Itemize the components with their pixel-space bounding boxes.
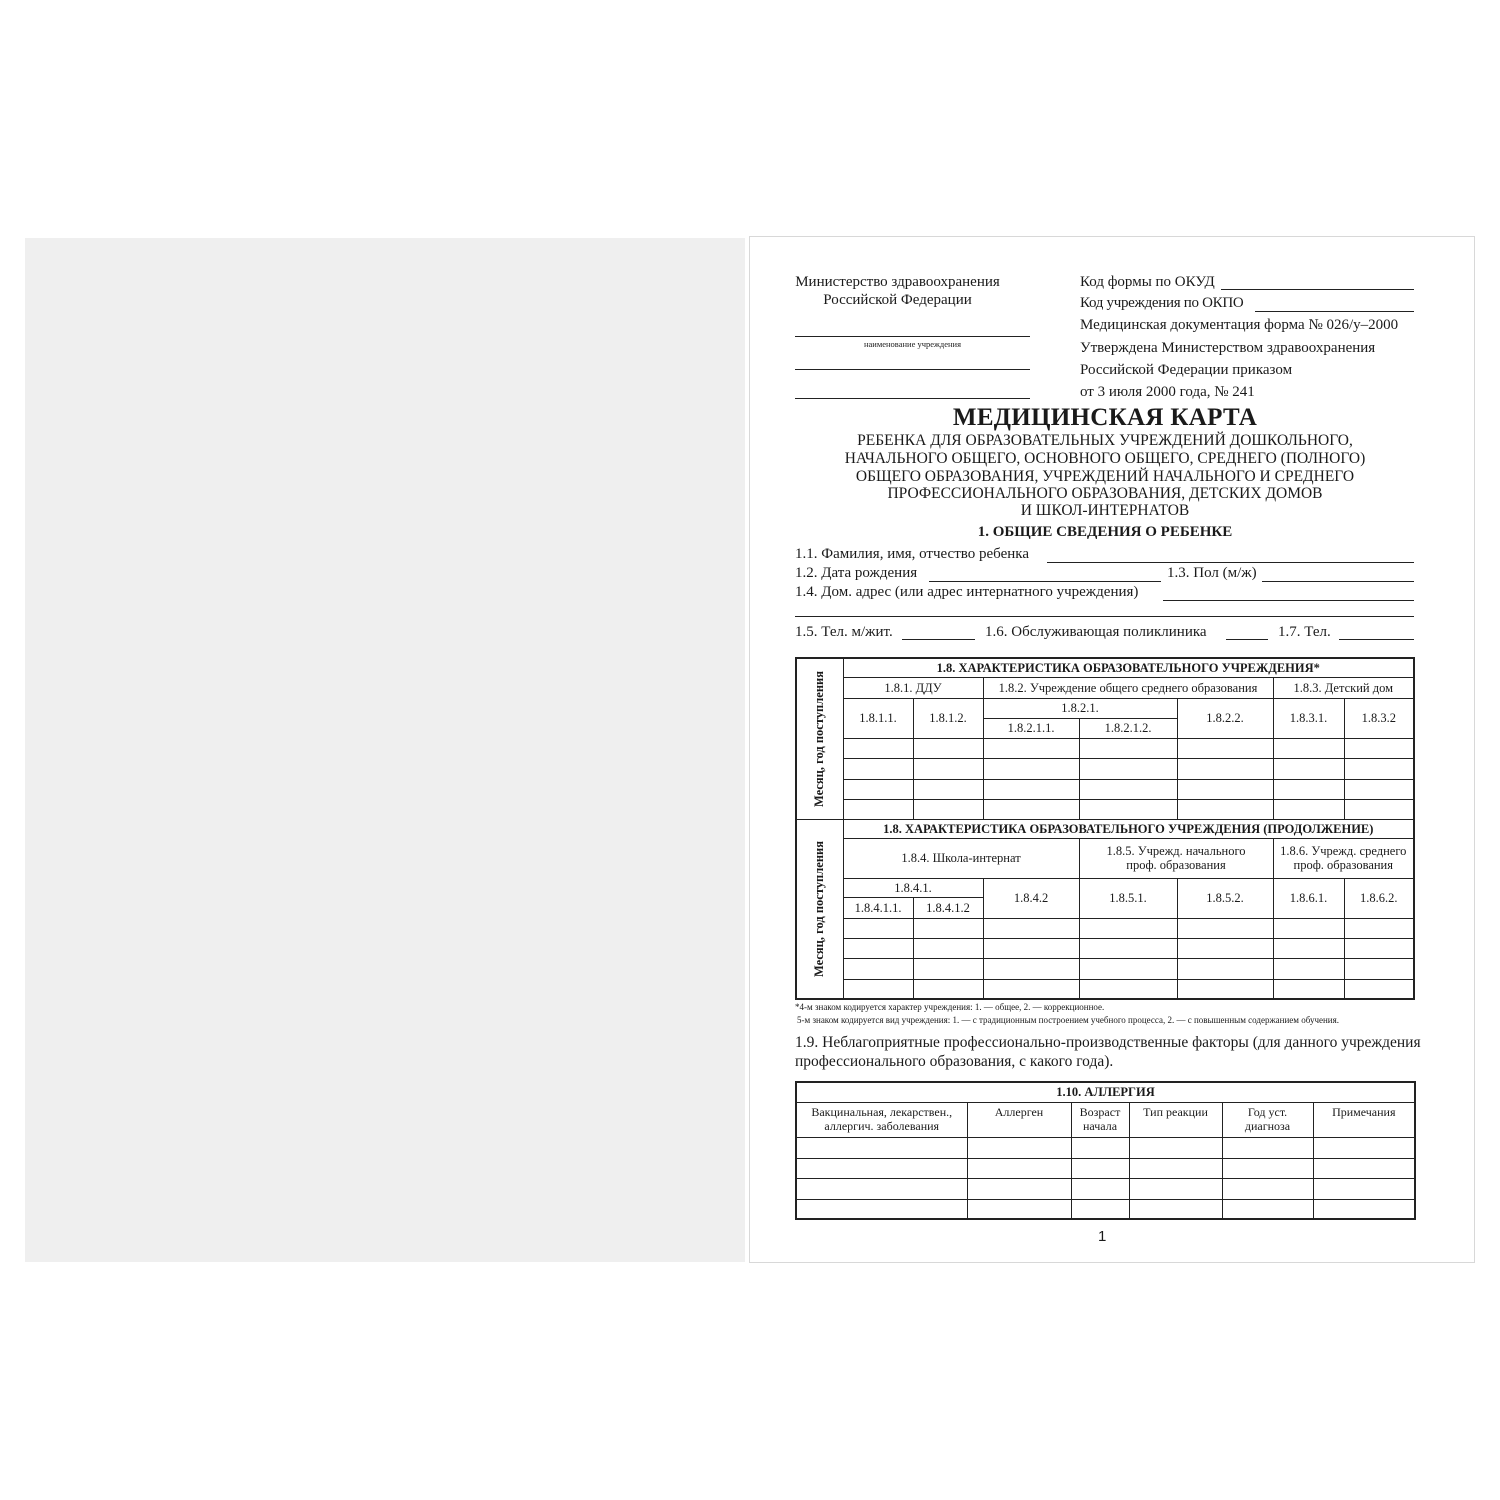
subtitle-1: РЕБЕНКА ДЛЯ ОБРАЗОВАТЕЛЬНЫХ УЧРЕЖДЕНИЙ ДОШКОЛЬНОГО,	[857, 432, 1353, 449]
form-number: Медицинская документация форма № 026/у–2000	[1080, 317, 1399, 333]
cell[interactable]	[843, 758, 913, 779]
field-label-phone2: 1.7. Тел.	[1278, 624, 1331, 640]
cell[interactable]	[1273, 958, 1344, 979]
table-row	[796, 1199, 1415, 1219]
col-1831: 1.8.3.1.	[1273, 698, 1344, 738]
cell[interactable]	[983, 938, 1079, 958]
cell[interactable]	[983, 738, 1079, 758]
cell[interactable]	[983, 979, 1079, 999]
approved-line2: Российской Федерации приказом	[1080, 362, 1293, 378]
table-row	[796, 938, 1414, 958]
cell[interactable]	[796, 1158, 967, 1178]
cell[interactable]	[843, 799, 913, 819]
cell[interactable]	[1129, 1137, 1222, 1158]
cell[interactable]	[1344, 938, 1414, 958]
institution-line-3	[795, 398, 1030, 399]
cell[interactable]	[843, 918, 913, 938]
cell[interactable]	[1344, 779, 1414, 799]
field-phone-input[interactable]	[902, 639, 975, 640]
cell[interactable]	[1177, 738, 1273, 758]
side-label: Месяц, год поступления	[812, 670, 827, 807]
cell[interactable]	[913, 779, 983, 799]
subtitle-3: ОБЩЕГО ОБРАЗОВАНИЯ, УЧРЕЖДЕНИЙ НАЧАЛЬНОГО И СРЕДНЕГО	[855, 468, 1355, 485]
side-label-cell-2	[796, 819, 843, 999]
approved-line3: от 3 июля 2000 года, № 241	[1080, 384, 1255, 400]
field-sex-input[interactable]	[1262, 581, 1414, 582]
cell[interactable]	[1079, 738, 1177, 758]
table-row	[796, 779, 1414, 799]
col-1811: 1.8.1.1.	[843, 698, 913, 738]
cell[interactable]	[1177, 958, 1273, 979]
col-1862: 1.8.6.2.	[1344, 878, 1414, 918]
cell[interactable]	[1079, 758, 1177, 779]
cell[interactable]	[913, 958, 983, 979]
col-group-orphanage: 1.8.3. Детский дом	[1273, 677, 1414, 698]
table-heading: 1.8. ХАРАКТЕРИСТИКА ОБРАЗОВАТЕЛЬНОГО УЧРЕЖДЕНИЯ*	[843, 658, 1414, 677]
field-address-input-2[interactable]	[795, 616, 1414, 617]
cell[interactable]	[983, 779, 1079, 799]
footnote-2: 5-м знаком кодируется вид учреждения: 1. — с традиционным построением учебного процесса, 2. — с повышенным содержанием обучения.	[797, 1015, 1340, 1025]
side-label-cell	[796, 658, 843, 819]
cell[interactable]	[1071, 1178, 1129, 1199]
cell[interactable]	[1222, 1199, 1313, 1219]
cell[interactable]	[1313, 1199, 1415, 1219]
cell[interactable]	[843, 958, 913, 979]
cell[interactable]	[1273, 979, 1344, 999]
col-group-secondary-prof: 1.8.6. Учрежд. среднего проф. образования	[1273, 838, 1414, 878]
okpo-line	[1255, 311, 1414, 312]
cell[interactable]	[913, 799, 983, 819]
footnote-1: *4-м знаком кодируется характер учреждения: 1. — общее, 2. — коррекционное.	[795, 1002, 1105, 1012]
section1-heading: 1. ОБЩИЕ СВЕДЕНИЯ О РЕБЕНКЕ	[977, 524, 1233, 540]
table-row	[796, 979, 1414, 999]
cell[interactable]	[967, 1199, 1071, 1219]
cell[interactable]	[983, 758, 1079, 779]
col-group-ddu: 1.8.1. ДДУ	[843, 677, 983, 698]
cell[interactable]	[1079, 938, 1177, 958]
cell[interactable]	[983, 799, 1079, 819]
field-1-9-line1: 1.9. Неблагоприятные профессионально-производственные факторы (для данного учреждения	[795, 1034, 1421, 1051]
ministry-line1: Министерство здравоохранения	[795, 274, 1000, 290]
cell[interactable]	[1273, 779, 1344, 799]
cell[interactable]	[913, 738, 983, 758]
cell[interactable]	[1079, 779, 1177, 799]
cell[interactable]	[1177, 779, 1273, 799]
cell[interactable]	[967, 1158, 1071, 1178]
field-clinic-input[interactable]	[1226, 639, 1268, 640]
col-18212: 1.8.2.1.2.	[1079, 718, 1177, 738]
field-birthdate-input[interactable]	[929, 581, 1161, 582]
cell[interactable]	[1273, 799, 1344, 819]
field-label-name: 1.1. Фамилия, имя, отчество ребенка	[795, 546, 1029, 562]
institution-line	[795, 336, 1030, 337]
approved-line1: Утверждена Министерством здравоохранения	[1080, 340, 1376, 356]
col-18211: 1.8.2.1.1.	[983, 718, 1079, 738]
cell[interactable]	[796, 1178, 967, 1199]
cell[interactable]	[1079, 799, 1177, 819]
cell[interactable]	[1313, 1158, 1415, 1178]
field-phone2-input[interactable]	[1339, 639, 1414, 640]
field-label-clinic: 1.6. Обслуживающая поликлиника	[985, 624, 1207, 640]
col-1812: 1.8.1.2.	[913, 698, 983, 738]
cell[interactable]	[1344, 979, 1414, 999]
col-1852: 1.8.5.2.	[1177, 878, 1273, 918]
col-group-boarding: 1.8.4. Школа-интернат	[843, 838, 1079, 878]
okpo-label: Код учреждения по ОКПО	[1080, 295, 1244, 311]
allergy-table	[795, 1081, 1416, 1220]
cell[interactable]	[1344, 918, 1414, 938]
cell[interactable]	[843, 938, 913, 958]
cell[interactable]	[1177, 758, 1273, 779]
table-row	[796, 918, 1414, 938]
cell[interactable]	[1177, 979, 1273, 999]
table-row	[796, 758, 1414, 779]
col-18411: 1.8.4.1.1.	[843, 897, 913, 918]
subtitle-4: ПРОФЕССИОНАЛЬНОГО ОБРАЗОВАНИЯ, ДЕТСКИХ ДОМОВ	[887, 485, 1323, 502]
cell[interactable]	[1344, 799, 1414, 819]
cell[interactable]	[1071, 1158, 1129, 1178]
subtitle-5: И ШКОЛ-ИНТЕРНАТОВ	[1020, 502, 1190, 519]
cell[interactable]	[1222, 1158, 1313, 1178]
cell[interactable]	[1177, 938, 1273, 958]
cell[interactable]	[1177, 918, 1273, 938]
col-1851: 1.8.5.1.	[1079, 878, 1177, 918]
page-title: МЕДИЦИНСКАЯ КАРТА	[952, 404, 1258, 431]
cell[interactable]	[983, 958, 1079, 979]
col-reaction-type: Тип реакции	[1129, 1102, 1222, 1137]
cell[interactable]	[1079, 979, 1177, 999]
ministry-line2: Российской Федерации	[823, 292, 972, 308]
cell[interactable]	[1313, 1178, 1415, 1199]
cell[interactable]	[796, 1137, 967, 1158]
cell[interactable]	[913, 758, 983, 779]
cell[interactable]	[1313, 1137, 1415, 1158]
col-diseases: Вакцинальная, лекарствен., аллергич. заболевания	[796, 1102, 967, 1137]
col-group-school: 1.8.2. Учреждение общего среднего образования	[983, 677, 1273, 698]
cell[interactable]	[1129, 1199, 1222, 1219]
col-1841: 1.8.4.1.	[843, 878, 983, 897]
cell[interactable]	[1344, 738, 1414, 758]
table-row	[796, 1137, 1415, 1158]
col-allergen: Аллерген	[967, 1102, 1071, 1137]
cell[interactable]	[1222, 1137, 1313, 1158]
field-1-9-line2: профессионального образования, с какого года).	[795, 1053, 1114, 1070]
table-row	[796, 799, 1414, 819]
table-row	[796, 1178, 1415, 1199]
col-1832: 1.8.3.2	[1344, 698, 1414, 738]
cell[interactable]	[1129, 1178, 1222, 1199]
col-1861: 1.8.6.1.	[1273, 878, 1344, 918]
table-heading-continued: 1.8. ХАРАКТЕРИСТИКА ОБРАЗОВАТЕЛЬНОГО УЧРЕЖДЕНИЯ (ПРОДОЛЖЕНИЕ)	[843, 819, 1414, 838]
left-page-blank	[25, 238, 745, 1262]
cell[interactable]	[1071, 1199, 1129, 1219]
table-row	[796, 1158, 1415, 1178]
side-label-2: Месяц, год поступления	[812, 840, 827, 977]
col-1842: 1.8.4.2	[983, 878, 1079, 918]
col-1821: 1.8.2.1.	[983, 698, 1177, 718]
col-18412: 1.8.4.1.2	[913, 897, 983, 918]
cell[interactable]	[843, 738, 913, 758]
cell[interactable]	[913, 938, 983, 958]
table-row	[796, 958, 1414, 979]
cell[interactable]	[1129, 1158, 1222, 1178]
col-diagnosis-year: Год уст. диагноза	[1222, 1102, 1313, 1137]
table-row	[796, 738, 1414, 758]
cell[interactable]	[1344, 958, 1414, 979]
institution-table	[795, 657, 1415, 1000]
col-group-primary-prof: 1.8.5. Учрежд. начального проф. образования	[1079, 838, 1273, 878]
cell[interactable]	[1273, 738, 1344, 758]
field-label-phone: 1.5. Тел. м/жит.	[795, 624, 893, 640]
col-notes: Примечания	[1313, 1102, 1415, 1137]
cell[interactable]	[1071, 1137, 1129, 1158]
cell[interactable]	[796, 1199, 967, 1219]
cell[interactable]	[1273, 918, 1344, 938]
col-1822: 1.8.2.2.	[1177, 698, 1273, 738]
okud-line	[1221, 289, 1414, 290]
col-onset-age: Возраст начала	[1071, 1102, 1129, 1137]
cell[interactable]	[1079, 918, 1177, 938]
cell[interactable]	[1344, 758, 1414, 779]
field-label-address: 1.4. Дом. адрес (или адрес интернатного учреждения)	[795, 584, 1139, 600]
cell[interactable]	[1079, 958, 1177, 979]
field-name-input[interactable]	[1047, 562, 1414, 563]
allergy-heading: 1.10. АЛЛЕРГИЯ	[796, 1082, 1415, 1102]
cell[interactable]	[913, 979, 983, 999]
cell[interactable]	[1222, 1178, 1313, 1199]
subtitle-2: НАЧАЛЬНОГО ОБЩЕГО, ОСНОВНОГО ОБЩЕГО, СРЕДНЕГО (ПОЛНОГО)	[844, 450, 1366, 467]
cell[interactable]	[1273, 938, 1344, 958]
okud-label: Код формы по ОКУД	[1080, 274, 1215, 290]
cell[interactable]	[967, 1178, 1071, 1199]
field-label-sex: 1.3. Пол (м/ж)	[1167, 565, 1257, 581]
field-address-input[interactable]	[1163, 600, 1414, 601]
cell[interactable]	[843, 979, 913, 999]
cell[interactable]	[967, 1137, 1071, 1158]
field-label-birthdate: 1.2. Дата рождения	[795, 565, 918, 581]
page-number: 1	[1098, 1228, 1107, 1245]
institution-line-2	[795, 369, 1030, 370]
cell[interactable]	[843, 779, 913, 799]
institution-caption: наименование учреждения	[863, 339, 961, 349]
cell[interactable]	[983, 918, 1079, 938]
cell[interactable]	[913, 918, 983, 938]
cell[interactable]	[1177, 799, 1273, 819]
cell[interactable]	[1273, 758, 1344, 779]
